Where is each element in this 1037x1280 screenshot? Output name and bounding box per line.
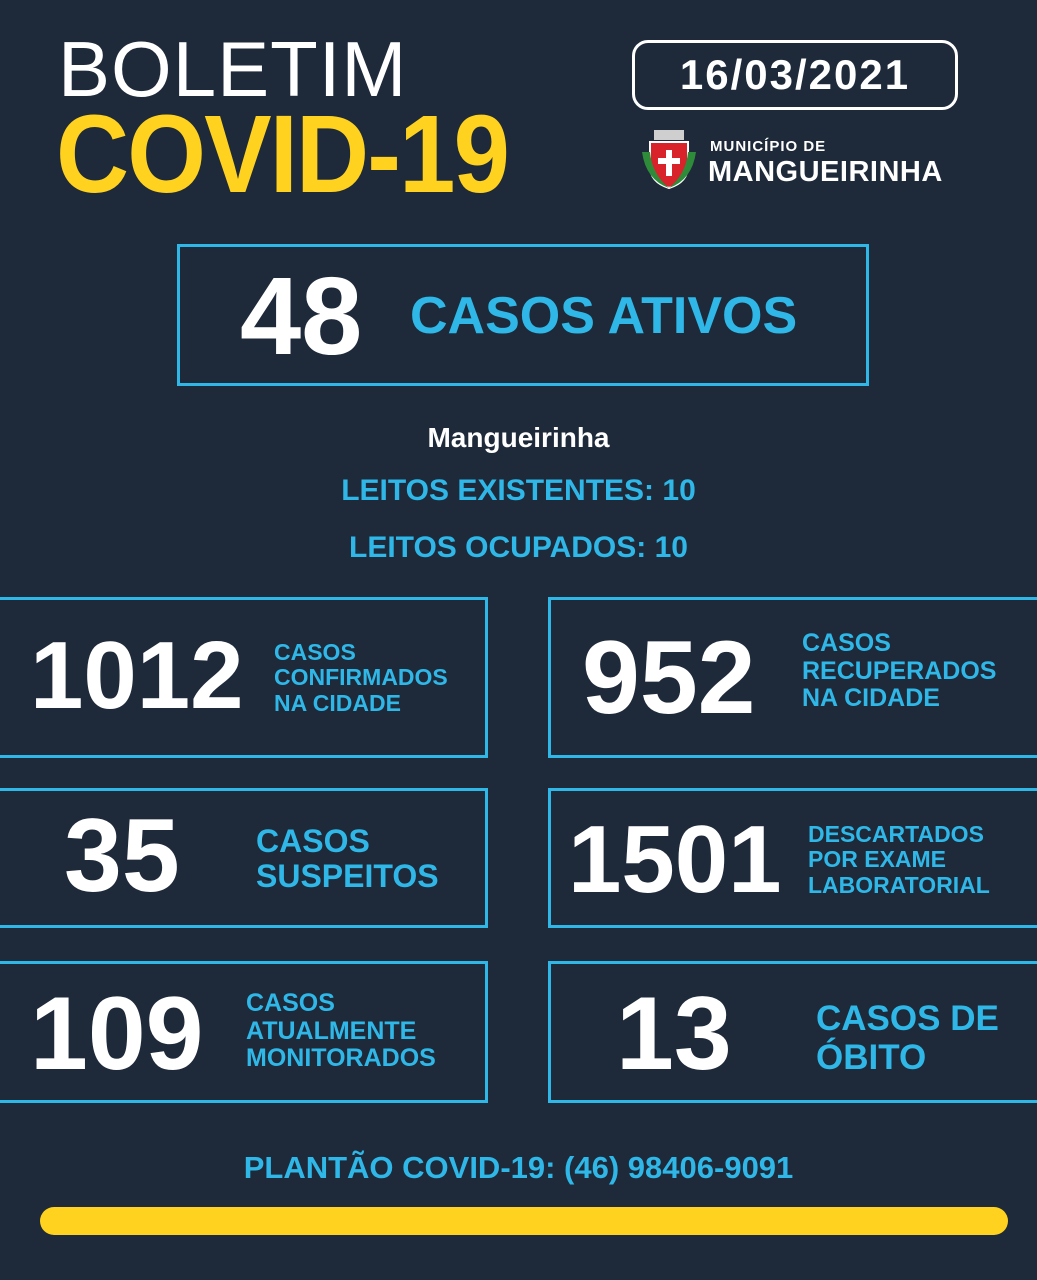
monitored-label-line1: CASOS xyxy=(246,989,335,1017)
covid-title: COVID-19 xyxy=(56,93,509,216)
recovered-label-line2: RECUPERADOS xyxy=(802,656,997,685)
discarded-label-line1: DESCARTADOS xyxy=(808,821,984,847)
suspects-value: 35 xyxy=(64,798,180,914)
municipal-crest-icon xyxy=(640,130,698,190)
monitored-value: 109 xyxy=(30,976,204,1092)
beds-existing: LEITOS EXISTENTES: 10 xyxy=(341,474,696,507)
discarded-value: 1501 xyxy=(568,806,782,913)
monitored-label xyxy=(246,990,436,1073)
confirmed-label-line1: CASOS xyxy=(274,639,356,665)
confirmed-label xyxy=(274,640,448,716)
municipio-name: MANGUEIRINHA xyxy=(708,156,943,188)
hotline-text: PLANTÃO COVID-19: (46) 98406-9091 xyxy=(243,1150,794,1185)
discarded-label-line3: LABORATORIAL xyxy=(808,871,990,898)
deaths-label xyxy=(816,1000,999,1077)
date-badge: 16/03/2021 xyxy=(632,40,958,110)
deaths-label-line2: ÓBITO xyxy=(816,1037,927,1077)
recovered-label xyxy=(802,630,996,713)
boletim-title: BOLETIM xyxy=(58,25,408,113)
confirmed-label-line3: NA CIDADE xyxy=(274,689,401,716)
suspects-label-line2: SUSPEITOS xyxy=(256,858,439,895)
deaths-value: 13 xyxy=(616,976,732,1092)
suspects-label xyxy=(256,824,439,894)
municipio-label: MUNICÍPIO DE xyxy=(710,138,827,155)
discarded-label xyxy=(808,822,990,898)
monitored-label-line2: ATUALMENTE xyxy=(246,1016,417,1045)
deaths-label-line1: CASOS DE xyxy=(816,999,999,1038)
suspects-label-line1: CASOS xyxy=(256,823,370,859)
city-name: Mangueirinha xyxy=(427,422,610,453)
recovered-value: 952 xyxy=(582,620,756,736)
monitored-label-line3: MONITORADOS xyxy=(246,1044,436,1072)
footer-bar xyxy=(40,1207,1008,1235)
beds-occupied: LEITOS OCUPADOS: 10 xyxy=(349,531,688,564)
active-cases-value: 48 xyxy=(240,255,363,378)
confirmed-value: 1012 xyxy=(30,622,244,729)
active-cases-label: CASOS ATIVOS xyxy=(410,287,798,345)
discarded-label-line2: POR EXAME xyxy=(808,846,947,873)
confirmed-label-line2: CONFIRMADOS xyxy=(274,664,448,691)
recovered-label-line3: NA CIDADE xyxy=(802,684,940,712)
recovered-label-line1: CASOS xyxy=(802,629,891,657)
